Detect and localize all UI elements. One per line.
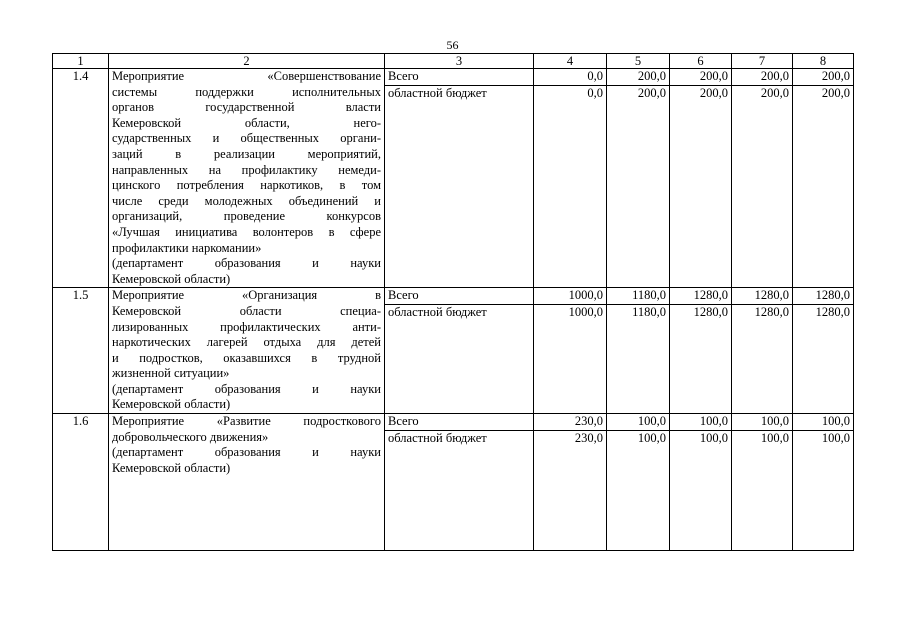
value-cell: 1280,0 [793, 304, 854, 413]
value-cell: 1180,0 [607, 304, 670, 413]
description-line: Кемеровской области) [112, 271, 231, 286]
value-cell: 100,0 [670, 430, 732, 550]
description-line: Мероприятие «Развитие подросткового [112, 414, 381, 429]
value-cell: 200,0 [607, 69, 670, 86]
description-line: лизированных профилактических анти- [112, 319, 381, 334]
description-line: наркотических лагерей отдыха для детей [112, 335, 381, 350]
col-header-4: 4 [534, 54, 607, 69]
value-cell: 1180,0 [607, 288, 670, 305]
description-line: системы поддержки исполнительных [112, 84, 381, 99]
description-line: организаций, проведение конкурсов [112, 209, 381, 224]
description-line: Мероприятие «Совершенствование [112, 69, 381, 83]
value-cell: 200,0 [607, 85, 670, 288]
description-line: сударственных и общественных органи- [112, 131, 381, 146]
value-cell: 100,0 [732, 430, 793, 550]
col-header-1: 1 [53, 54, 109, 69]
value-cell: 200,0 [793, 69, 854, 86]
description-line: (департамент образования и науки [112, 256, 381, 271]
value-cell: 1000,0 [534, 288, 607, 305]
description-line: (департамент образования и науки [112, 381, 381, 396]
value-cell: 100,0 [793, 414, 854, 431]
description-line: (департамент образования и науки [112, 445, 381, 460]
value-cell: 100,0 [607, 430, 670, 550]
description-line: Кемеровской области) [112, 397, 231, 412]
description-line: Кемеровской области) [112, 460, 231, 475]
measure-description [109, 288, 385, 414]
description-line: жизненной ситуации» [112, 366, 230, 381]
funding-source: областной бюджет [385, 430, 534, 550]
value-cell: 100,0 [793, 430, 854, 550]
table-row [53, 288, 854, 305]
value-cell: 100,0 [670, 414, 732, 431]
description-line: «Лучшая инициатива волонтеров в сфере [112, 224, 381, 239]
funding-source: Всего [385, 69, 534, 86]
measure-description [109, 414, 385, 551]
description-line: направленных на профилактику немеди- [112, 162, 381, 177]
description-line: профилактики наркомании» [112, 240, 262, 255]
description-line: числе среди молодежных объединений и [112, 193, 381, 208]
description-line: заций в реализации мероприятий, [112, 146, 381, 161]
program-table [52, 53, 854, 551]
description-line: органов государственной власти [112, 100, 381, 115]
value-cell: 0,0 [534, 69, 607, 86]
header-row [53, 54, 854, 69]
value-cell: 230,0 [534, 430, 607, 550]
description-line: и подростков, оказавшихся в трудной [112, 350, 381, 365]
col-header-7: 7 [732, 54, 793, 69]
description-line: Кемеровской области, него- [112, 115, 381, 130]
col-header-2: 2 [109, 54, 385, 69]
value-cell: 200,0 [732, 85, 793, 288]
description-line: Мероприятие «Организация в [112, 288, 381, 303]
table-row [53, 414, 854, 431]
value-cell: 200,0 [670, 85, 732, 288]
description-line: Кемеровской области специа- [112, 303, 381, 318]
funding-source: Всего [385, 288, 534, 305]
col-header-6: 6 [670, 54, 732, 69]
table-row [53, 69, 854, 86]
value-cell: 1280,0 [732, 304, 793, 413]
description-line: добровольческого движения» [112, 429, 269, 444]
col-header-8: 8 [793, 54, 854, 69]
value-cell: 200,0 [732, 69, 793, 86]
row-number: 1.4 [53, 69, 109, 288]
value-cell: 230,0 [534, 414, 607, 431]
funding-source: областной бюджет [385, 85, 534, 288]
row-number: 1.6 [53, 414, 109, 551]
page-number: 56 [446, 38, 459, 52]
measure-description [109, 69, 385, 288]
col-header-3: 3 [385, 54, 534, 69]
col-header-5: 5 [607, 54, 670, 69]
value-cell: 100,0 [607, 414, 670, 431]
value-cell: 200,0 [793, 85, 854, 288]
value-cell: 1280,0 [670, 304, 732, 413]
value-cell: 100,0 [732, 414, 793, 431]
value-cell: 1000,0 [534, 304, 607, 413]
value-cell: 0,0 [534, 85, 607, 288]
description-line: цинского потребления наркотиков, в том [112, 178, 381, 193]
row-number: 1.5 [53, 288, 109, 414]
value-cell: 1280,0 [670, 288, 732, 305]
funding-source: областной бюджет [385, 304, 534, 413]
funding-source: Всего [385, 414, 534, 431]
value-cell: 200,0 [670, 69, 732, 86]
value-cell: 1280,0 [732, 288, 793, 305]
value-cell: 1280,0 [793, 288, 854, 305]
